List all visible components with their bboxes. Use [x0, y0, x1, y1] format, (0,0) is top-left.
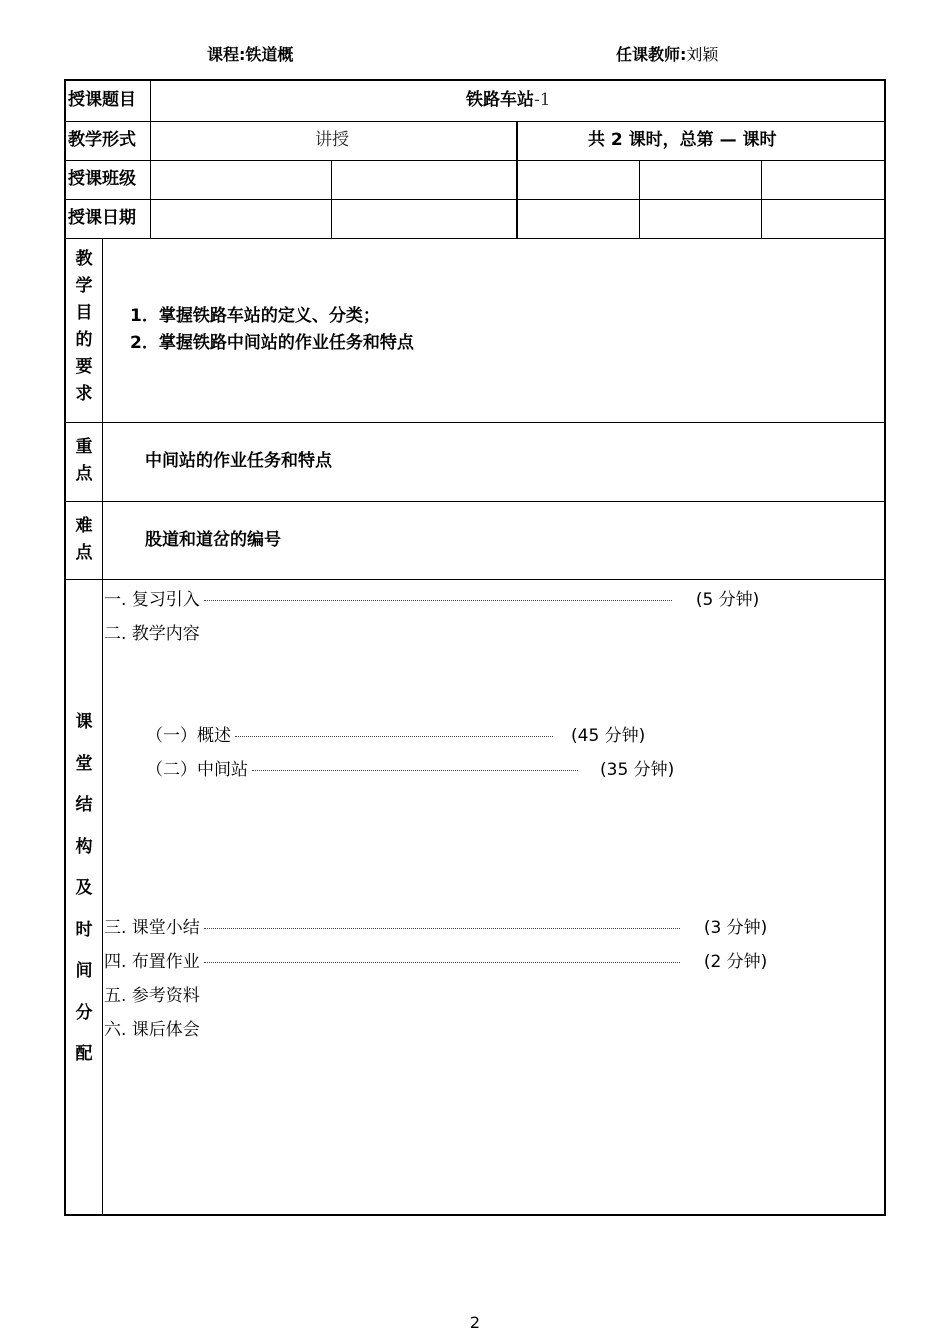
dot-leader [204, 928, 680, 929]
difficult-label: 难 点 [75, 516, 93, 563]
goals-label: 教 学 目 的 要 求 [75, 249, 93, 404]
dot-leader [204, 600, 672, 601]
row-divider [65, 501, 885, 502]
outline-middle-station [146, 759, 674, 781]
row-divider [65, 121, 885, 122]
outline-summary-label: 三. 课堂小结 [104, 918, 200, 938]
outline-review-label: 一. 复习引入 [104, 590, 200, 610]
form-value: 讲授 [315, 130, 349, 150]
col-divider [102, 238, 103, 1215]
col-divider [639, 160, 640, 238]
page-number: 2 [469, 1313, 481, 1332]
dot-leader [252, 770, 578, 771]
outline-overview-label: （一）概述 [146, 726, 231, 746]
row-divider [65, 238, 885, 239]
outline-middle-station-time: (35 分钟) [600, 760, 675, 780]
outline-references-label: 五. 参考资料 [104, 986, 200, 1006]
topic-title [466, 90, 551, 110]
outline-content [104, 623, 200, 645]
class-label: 授课班级 [68, 169, 136, 189]
outline-review [104, 589, 759, 611]
goal-item-2: 2．掌握铁路中间站的作业任务和特点 [130, 333, 414, 353]
course-value: 铁道概 [245, 45, 294, 64]
dot-leader [235, 736, 553, 737]
outline-homework-time: (2 分钟) [703, 952, 768, 972]
dot-leader [204, 962, 680, 963]
col-divider [331, 160, 332, 238]
lesson-plan-table [64, 79, 886, 1216]
outline-summary-time: (3 分钟) [703, 918, 768, 938]
form-label: 教学形式 [68, 130, 136, 150]
structure-label: 课 堂 结 构 及 时 间 分 配 [75, 712, 93, 1064]
topic-value: 铁路车站 [466, 90, 534, 110]
outline-homework-label: 四. 布置作业 [104, 952, 200, 972]
row-divider [65, 199, 885, 200]
outline-reflection [104, 1019, 200, 1041]
goal-item-1: 1．掌握铁路车站的定义、分类； [130, 306, 380, 326]
col-divider [761, 160, 762, 238]
outline-overview-time: (45 分钟) [571, 726, 646, 746]
outline-overview [146, 725, 645, 747]
topic-suffix: -1 [534, 90, 551, 110]
course-header [207, 42, 293, 65]
outline-references [104, 985, 200, 1007]
teacher-value: 刘颖 [686, 45, 719, 64]
outline-reflection-label: 六. 课后体会 [104, 1020, 200, 1040]
hours-text: 共 2 课时，总第 — 课时 [588, 130, 777, 150]
topic-label: 授课题目 [68, 90, 136, 110]
teacher-label: 任课教师: [616, 45, 687, 64]
row-divider [65, 422, 885, 423]
key-value: 中间站的作业任务和特点 [145, 451, 332, 471]
difficult-value: 股道和道岔的编号 [145, 530, 281, 550]
course-label: 课程: [207, 45, 246, 64]
outline-review-time: (5 分钟) [695, 590, 760, 610]
row-divider [65, 579, 885, 580]
outline-content-label: 二. 教学内容 [104, 624, 200, 644]
col-divider [150, 80, 151, 238]
teacher-header [616, 42, 718, 65]
outline-homework [104, 951, 767, 973]
col-divider [516, 121, 518, 238]
outline-summary [104, 917, 767, 939]
key-label: 重 点 [75, 437, 93, 484]
row-divider [65, 160, 885, 161]
outline-middle-station-label: （二）中间站 [146, 760, 248, 780]
date-label: 授课日期 [68, 208, 136, 228]
